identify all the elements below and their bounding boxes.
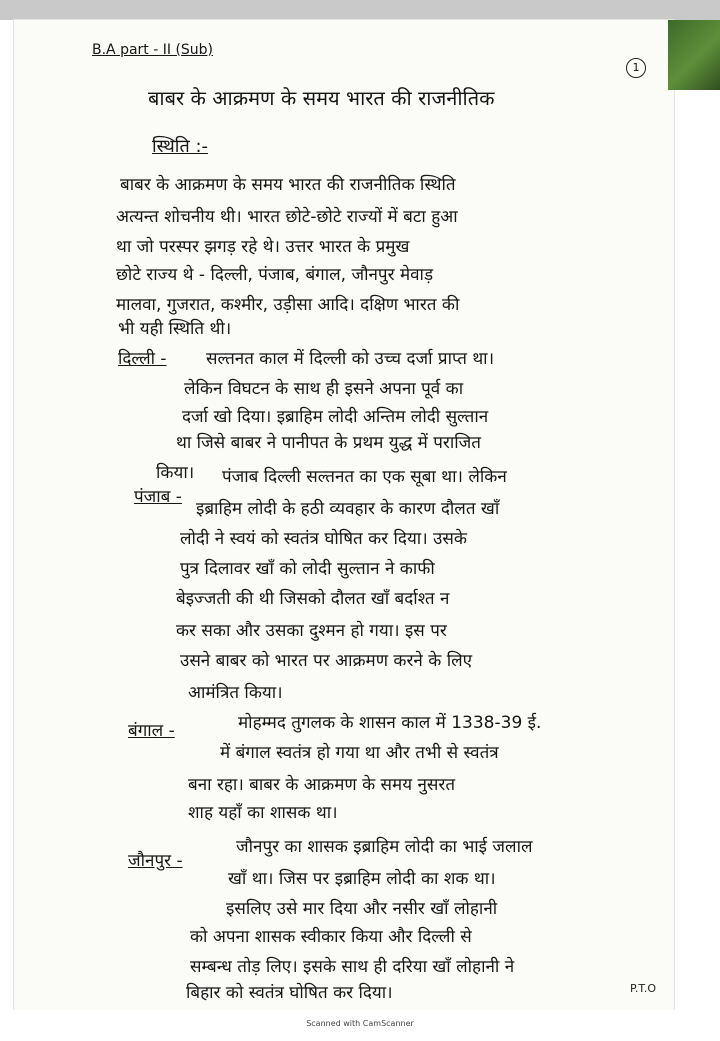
delhi-line: किया। <box>156 463 195 483</box>
jaunpur-line: जौनपुर का शासक इब्राहिम लोदी का भाई जलाल <box>236 837 533 857</box>
background-edge <box>668 20 720 90</box>
punjab-line: पुत्र दिलावर खाँ को लोदी सुल्तान ने काफी <box>180 559 435 579</box>
title-line-1: बाबर के आक्रमण के समय भारत की राजनीतिक <box>148 86 495 110</box>
punjab-line: पंजाब दिल्ली सल्तनत का एक सूबा था। लेकिन <box>222 467 507 487</box>
title-line-2: स्थिति :- <box>152 136 209 157</box>
bengal-term: बंगाल - <box>128 721 175 741</box>
punjab-line: बेइज्जती की थी जिसको दौलत खाँ बर्दाश्त न <box>176 589 450 609</box>
jaunpur-line: इसलिए उसे मार दिया और नसीर खाँ लोहानी <box>226 899 498 919</box>
page-number: 1 <box>626 58 646 78</box>
delhi-term: दिल्ली - <box>118 349 167 369</box>
top-border <box>0 0 720 20</box>
bengal-line: में बंगाल स्वतंत्र हो गया था और तभी से स्वतंत्र <box>220 743 499 763</box>
pto-note: P.T.O <box>630 982 656 995</box>
bengal-line: बना रहा। बाबर के आक्रमण के समय नुसरत <box>188 775 456 795</box>
page-header: B.A part - II (Sub) <box>92 42 214 58</box>
jaunpur-line: को अपना शासक स्वीकार किया और दिल्ली से <box>190 927 472 947</box>
jaunpur-line: बिहार को स्वतंत्र घोषित कर दिया। <box>186 983 393 1003</box>
punjab-line: उसने बाबर को भारत पर आक्रमण करने के लिए <box>180 651 473 671</box>
jaunpur-line: सम्बन्ध तोड़ लिए। इसके साथ ही दरिया खाँ लोहानी ने <box>190 957 515 977</box>
intro-line: मालवा, गुजरात, कश्मीर, उड़ीसा आदि। दक्षिण भारत की <box>116 295 460 315</box>
intro-line: भी यही स्थिति थी। <box>118 319 232 339</box>
intro-line: अत्यन्त शोचनीय थी। भारत छोटे-छोटे राज्यों में बटा हुआ <box>116 207 458 227</box>
punjab-term: पंजाब - <box>134 487 182 507</box>
scanner-credit: Scanned with CamScanner <box>306 1019 414 1028</box>
delhi-line: दर्जा खो दिया। इब्राहिम लोदी अन्तिम लोदी सुल्तान <box>182 407 489 427</box>
delhi-line: था जिसे बाबर ने पानीपत के प्रथम युद्ध में पराजित <box>176 433 481 453</box>
jaunpur-line: खाँ था। जिस पर इब्राहिम लोदी का शक था। <box>228 869 496 889</box>
punjab-line: कर सका और उसका दुश्मन हो गया। इस पर <box>176 621 447 641</box>
punjab-line: लोदी ने स्वयं को स्वतंत्र घोषित कर दिया। उसके <box>180 529 467 549</box>
delhi-line: लेकिन विघटन के साथ ही इसने अपना पूर्व का <box>184 379 464 399</box>
bengal-line: मोहम्मद तुगलक के शासन काल में 1338-39 ई. <box>238 713 542 733</box>
punjab-line: आमंत्रित किया। <box>188 683 283 703</box>
delhi-line: सल्तनत काल में दिल्ली को उच्च दर्जा प्राप्त था। <box>206 349 495 369</box>
bengal-line: शाह यहाँ का शासक था। <box>188 803 338 823</box>
punjab-line: इब्राहिम लोदी के हठी व्यवहार के कारण दौलत खाँ <box>196 499 500 519</box>
intro-line: छोटे राज्य थे - दिल्ली, पंजाब, बंगाल, जौनपुर मेवाड़ <box>116 265 434 285</box>
jaunpur-term: जौनपुर - <box>128 851 183 871</box>
intro-line: था जो परस्पर झगड़ रहे थे। उत्तर भारत के प्रमुख <box>116 237 410 257</box>
intro-line: बाबर के आक्रमण के समय भारत की राजनीतिक स्थिति <box>120 175 456 195</box>
